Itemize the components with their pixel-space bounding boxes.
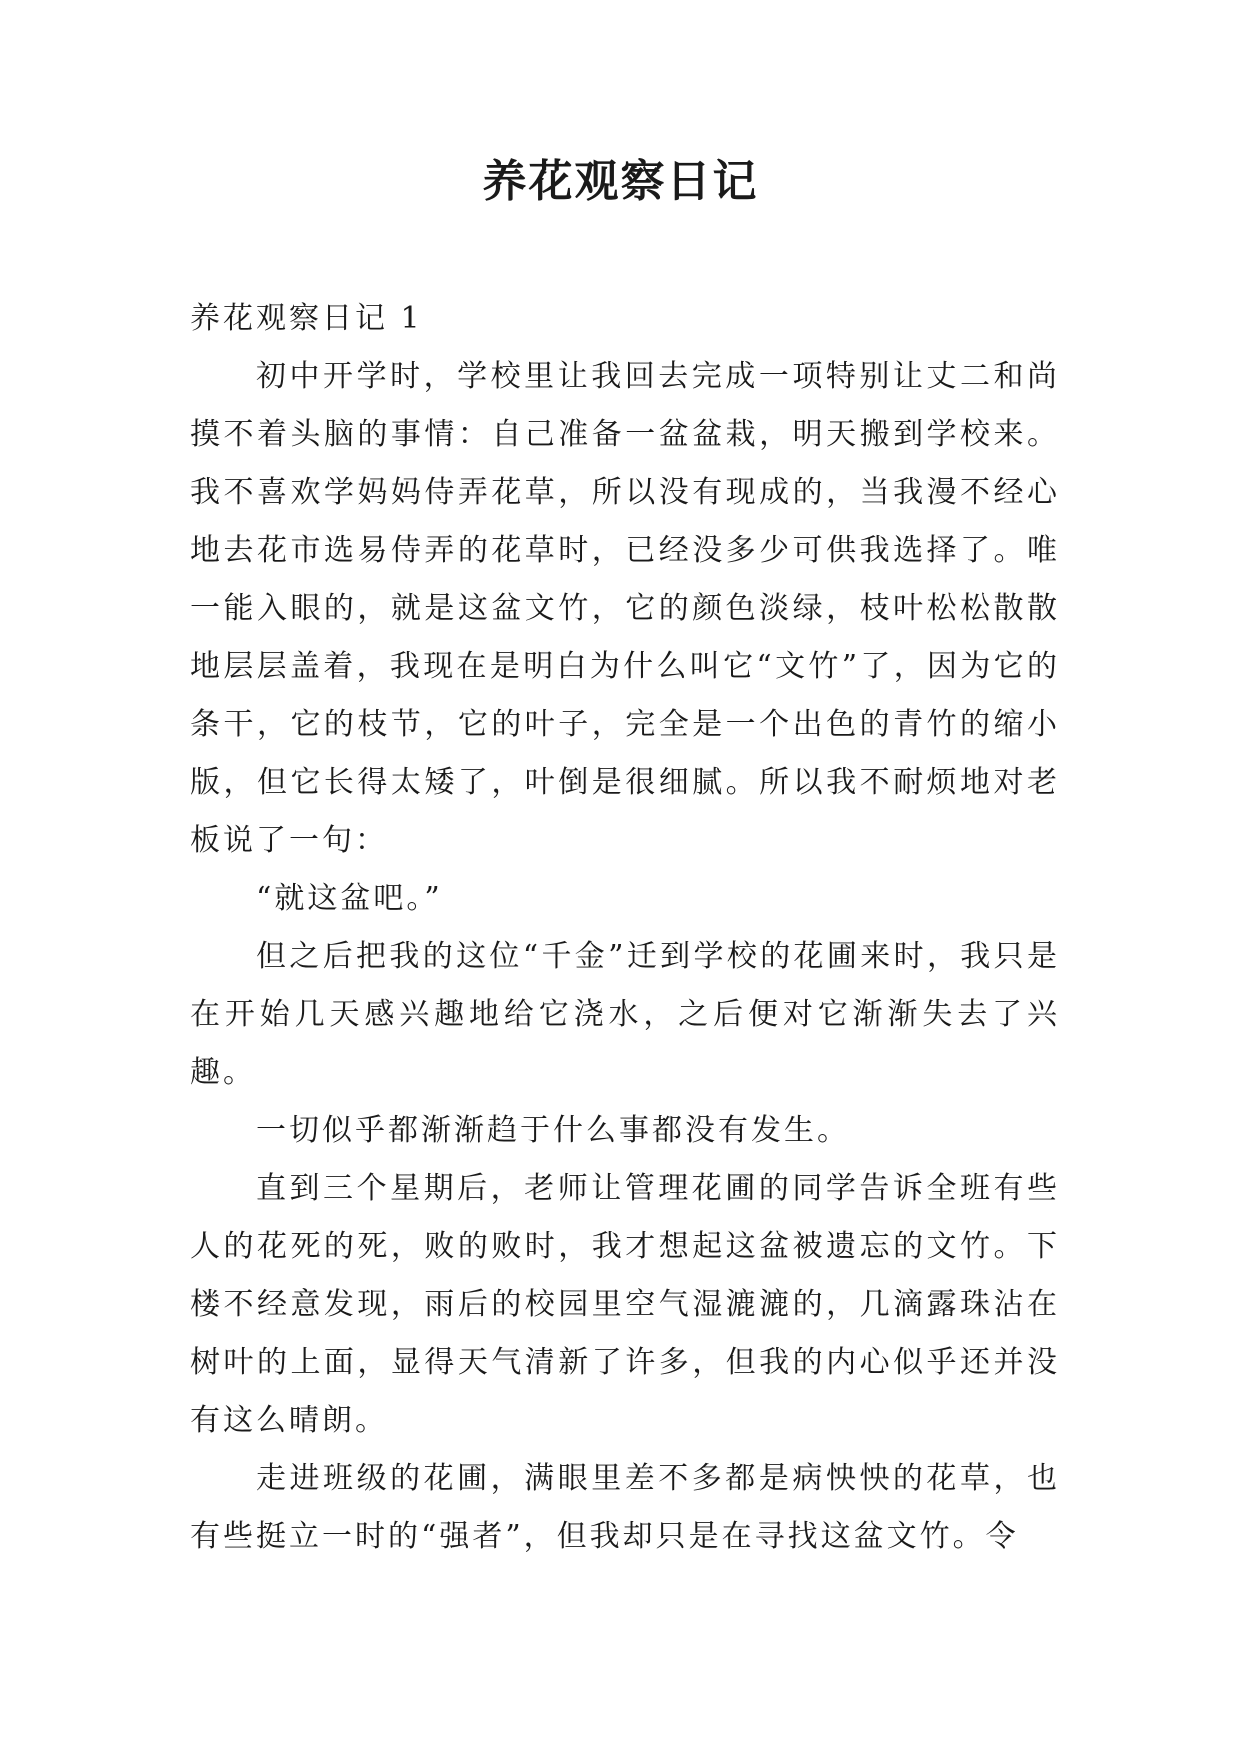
paragraph: 走进班级的花圃，满眼里差不多都是病怏怏的花草，也有些挺立一时的“强者”，但我却只是在寻找这盆文竹。令: [190, 1461, 1060, 1554]
paragraph: “就这盆吧。”: [256, 881, 443, 916]
section-heading: 养花观察日记 1: [190, 301, 423, 336]
paragraph: 但之后把我的这位“千金”迁到学校的花圃来时，我只是在开始几天感兴趣地给它浇水，之后便对它渐渐失去了兴趣。: [190, 939, 1060, 1090]
paragraph: 直到三个星期后，老师让管理花圃的同学告诉全班有些人的花死的死，败的败时，我才想起这盆被遗忘的文竹。下楼不经意发现，雨后的校园里空气湿漉漉的，几滴露珠沾在树叶的上面，显得天气清新了许多，但我的内心似乎还并没有这么晴朗。: [190, 1171, 1060, 1438]
document-body: [190, 290, 1060, 1566]
document-title: 养花观察日记: [482, 156, 759, 207]
paragraph: 初中开学时，学校里让我回去完成一项特别让丈二和尚摸不着头脑的事情：自己准备一盆盆栽，明天搬到学校来。我不喜欢学妈妈侍弄花草，所以没有现成的，当我漫不经心地去花市选易侍弄的花草时，已经没多少可供我选择了。唯一能入眼的，就是这盆文竹，它的颜色淡绿，枝叶松松散散地层层盖着，我现在是明白为什么叫它“文竹”了，因为它的条干，它的枝节，它的叶子，完全是一个出色的青竹的缩小版，但它长得太矮了，叶倒是很细腻。所以我不耐烦地对老板说了一句：: [190, 359, 1060, 858]
paragraph: 一切似乎都渐渐趋于什么事都没有发生。: [256, 1113, 850, 1148]
